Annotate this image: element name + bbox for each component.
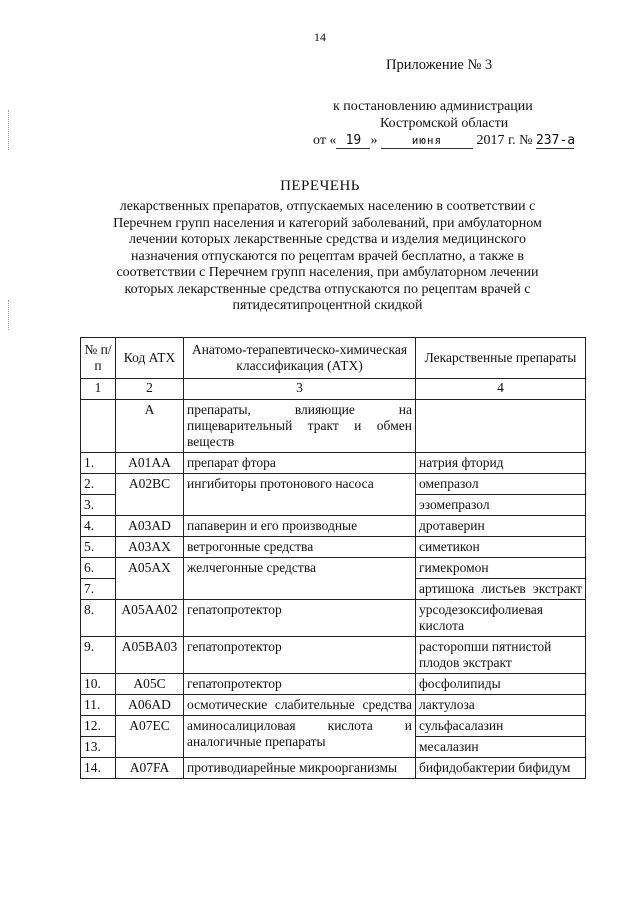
drug-list-table [80,337,586,779]
atc-code: A01AA [116,453,184,474]
row-number: 2. [81,474,116,495]
row-number: 12. [81,716,116,737]
drug-name: расторопши пятнистой плодов экстракт [416,637,586,674]
resolution-line-1: к постановлению администрации [333,99,533,114]
table-row [81,474,586,495]
row-number: 3. [81,495,116,516]
row-number: 13. [81,737,116,758]
drug-name: натрия фторид [416,453,586,474]
table-row [81,758,586,779]
atc-classification: гепатопротектор [184,674,416,695]
table-row [81,695,586,716]
table-row [81,537,586,558]
page-number: 14 [314,30,326,44]
appendix-label: Приложение № 3 [386,57,493,73]
drug-name: лактулоза [416,695,586,716]
drug-name: гимекромон [416,558,586,579]
table-row [81,674,586,695]
document-subtitle: лекарственных препаратов, отпускаемых населению в соответствии с Перечнем групп населения и категорий заболеваний, при амбулаторном лечении которых лекарственные средства и изделия медицинского назначения отпускаются по рецептам врачей бесплатно, а также в соответствии с Перечнем групп населения, при амбулаторном лечении которых лекарственные средства отпускаются по рецептам врачей с пятидесятипроцентной скидкой [113,199,542,313]
atc-code: A06AD [116,695,184,716]
atc-classification: желчегонные средства [184,558,416,600]
drug-name: артишока листьев экстракт [416,579,586,600]
atc-classification: препарат фтора [184,453,416,474]
group-classification: препараты, влияющие на пищеварительный тракт и обмен веществ [184,400,416,453]
row-number: 1. [81,453,116,474]
date-day: 19 [336,134,370,149]
table-row [81,716,586,737]
drug-name: сульфасалазин [416,716,586,737]
drug-name: урсодезоксифолиевая кислота [416,600,586,637]
drug-name: месалазин [416,737,586,758]
group-code: А [116,400,184,453]
drug-name: дротаверин [416,516,586,537]
atc-code: A05AX [116,558,184,600]
atc-code: A03AX [116,537,184,558]
atc-code: A03AD [116,516,184,537]
drug-name: фосфолипиды [416,674,586,695]
table-header-row [81,338,586,379]
row-number: 14. [81,758,116,779]
date-year: 2017 г. № [476,133,533,148]
column-number-row [81,379,586,400]
column-number: 1 [81,379,116,400]
atc-classification: гепатопротектор [184,637,416,674]
drug-name: эзомепразол [416,495,586,516]
column-number: 2 [116,379,184,400]
drug-name: омепразол [416,474,586,495]
atc-classification: гепатопротектор [184,600,416,637]
header-drugs: Лекарственные препараты [416,338,586,379]
row-number: 8. [81,600,116,637]
atc-classification: ветрогонные средства [184,537,416,558]
group-row [81,400,586,453]
atc-code: A07FA [116,758,184,779]
atc-code: A05C [116,674,184,695]
table-row [81,637,586,674]
header-classification: Анатомо-терапевтическо-химическая классификация (АТХ) [184,338,416,379]
atc-code: A05AA02 [116,600,184,637]
row-number: 10. [81,674,116,695]
atc-code: A05BA03 [116,637,184,674]
header-code: Код АТХ [116,338,184,379]
row-number: 9. [81,637,116,674]
table-row [81,516,586,537]
resolution-date-line [313,133,574,149]
scan-margin-marks [8,300,12,330]
row-number: 4. [81,516,116,537]
atc-classification: ингибиторы протонового насоса [184,474,416,516]
column-number: 3 [184,379,416,400]
row-number: 7. [81,579,116,600]
atc-classification: осмотические слабительные средства [184,695,416,716]
column-number: 4 [416,379,586,400]
date-month: июня [381,134,473,149]
atc-code: A02BC [116,474,184,516]
document-number: 237-а [535,133,576,148]
table-row [81,558,586,579]
scan-margin-marks [8,110,12,150]
table-row [81,600,586,637]
header-no: № п/п [81,338,116,379]
atc-classification: папаверин и его производные [184,516,416,537]
drug-name: симетикон [416,537,586,558]
document-title: ПЕРЕЧЕНЬ [280,178,360,194]
row-number: 6. [81,558,116,579]
resolution-line-2: Костромской области [380,116,509,131]
atc-classification: противодиарейные микроорганизмы [184,758,416,779]
date-prefix: от « [313,133,337,148]
row-number: 5. [81,537,116,558]
atc-classification: аминосалициловая кислота и аналогичные препараты [184,716,416,758]
date-mid: » [370,133,378,148]
row-number: 11. [81,695,116,716]
drug-name: бифидобактерии бифидум [416,758,586,779]
atc-code: A07EC [116,716,184,758]
table-row [81,453,586,474]
